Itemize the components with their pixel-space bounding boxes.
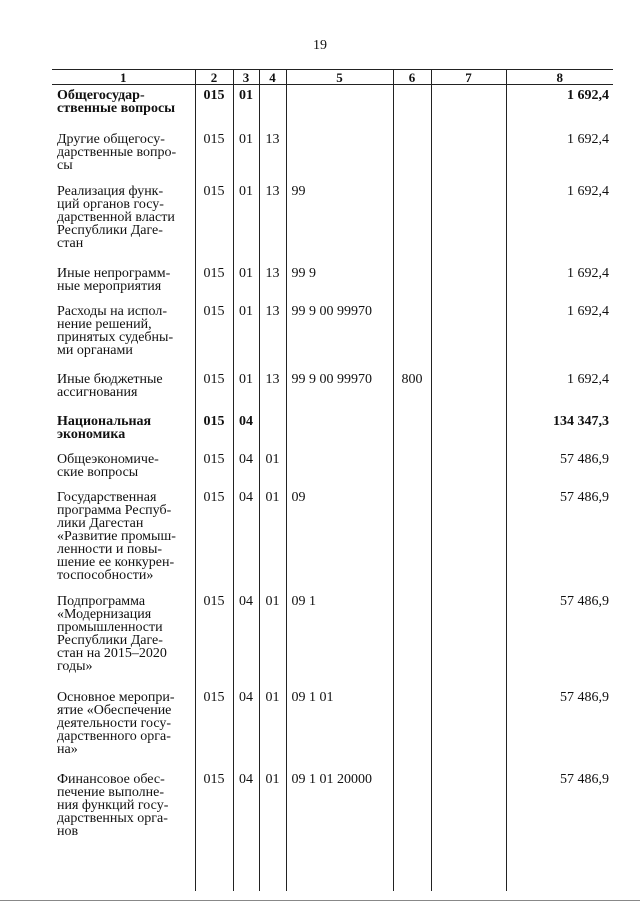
- section-code-cell: 015: [195, 181, 233, 263]
- table-row: [52, 181, 613, 263]
- section-code-cell: 015: [195, 591, 233, 687]
- section-code-cell: 015: [195, 769, 233, 861]
- row-name-cell: Другие общегосу- дарственные вопро- сы: [57, 132, 177, 173]
- chapter-code-cell: 04: [233, 411, 259, 449]
- amount-cell: 57 486,9: [506, 487, 613, 591]
- row-name-cell: Финансовое обес- печение выполне- ния функций госу- дарственных орга- нов: [57, 772, 169, 839]
- column-7-cell: [431, 301, 506, 369]
- row-name-cell: Основное меропри- ятие «Обеспечение деятельности госу- дарственного орга- на»: [57, 690, 175, 757]
- section-code-cell: 015: [195, 301, 233, 369]
- section-code-cell: 015: [195, 263, 233, 301]
- section-code-cell: 015: [195, 687, 233, 769]
- empty-cell: [52, 861, 195, 891]
- target-article-cell: 99 9: [286, 263, 393, 301]
- column-7-cell: [431, 687, 506, 769]
- target-article-cell: [286, 129, 393, 181]
- row-name-cell: Иные непрограмм- ные мероприятия: [57, 266, 171, 294]
- chapter-code-cell: 01: [233, 129, 259, 181]
- page-number: 19: [313, 38, 327, 53]
- section-code-cell: 015: [195, 411, 233, 449]
- amount-cell: 1 692,4: [506, 85, 613, 130]
- subsection-code-cell: 01: [259, 769, 286, 861]
- chapter-code-cell: 01: [233, 263, 259, 301]
- table-row: [52, 687, 613, 769]
- expense-type-cell: [393, 301, 431, 369]
- table-row: [52, 263, 613, 301]
- column-7-cell: [431, 181, 506, 263]
- expense-type-cell: [393, 687, 431, 769]
- expense-type-cell: [393, 129, 431, 181]
- amount-cell: 1 692,4: [506, 301, 613, 369]
- target-article-cell: 99 9 00 99970: [286, 369, 393, 411]
- table-row: [52, 769, 613, 861]
- expense-type-cell: [393, 487, 431, 591]
- expense-type-cell: [393, 263, 431, 301]
- subsection-code-cell: 01: [259, 687, 286, 769]
- chapter-code-cell: 04: [233, 487, 259, 591]
- table-filler-row: [52, 861, 613, 891]
- bottom-rule: [0, 900, 640, 901]
- empty-cell: [506, 861, 613, 891]
- expense-type-cell: [393, 411, 431, 449]
- table-row: [52, 129, 613, 181]
- row-name-cell: Государственная программа Респуб- лики Дагестан «Развитие промыш- ленности и повы- шение ее конкурен- тоспособности»: [57, 490, 176, 583]
- target-article-cell: [286, 411, 393, 449]
- subsection-code-cell: 01: [259, 449, 286, 487]
- empty-cell: [259, 861, 286, 891]
- amount-cell: 1 692,4: [506, 263, 613, 301]
- chapter-code-cell: 04: [233, 687, 259, 769]
- subsection-code-cell: 01: [259, 591, 286, 687]
- table-row: [52, 487, 613, 591]
- expense-type-cell: [393, 769, 431, 861]
- section-code-cell: 015: [195, 487, 233, 591]
- empty-cell: [393, 861, 431, 891]
- table-row: [52, 85, 613, 130]
- column-7-cell: [431, 449, 506, 487]
- section-code-cell: 015: [195, 129, 233, 181]
- chapter-code-cell: 04: [233, 449, 259, 487]
- column-7-cell: [431, 129, 506, 181]
- chapter-code-cell: 01: [233, 85, 259, 130]
- column-header: 4: [259, 70, 286, 85]
- target-article-cell: 09 1: [286, 591, 393, 687]
- amount-cell: 57 486,9: [506, 769, 613, 861]
- column-7-cell: [431, 85, 506, 130]
- amount-cell: 1 692,4: [506, 181, 613, 263]
- empty-cell: [233, 861, 259, 891]
- column-header: 5: [286, 70, 393, 85]
- subsection-code-cell: 13: [259, 369, 286, 411]
- subsection-code-cell: 13: [259, 181, 286, 263]
- table-row: [52, 591, 613, 687]
- expense-type-cell: [393, 181, 431, 263]
- amount-cell: 57 486,9: [506, 449, 613, 487]
- row-name-cell: Подпрограмма «Модернизация промышленности Республики Даге- стан на 2015–2020 годы»: [57, 594, 167, 674]
- subsection-code-cell: 13: [259, 301, 286, 369]
- empty-cell: [286, 861, 393, 891]
- target-article-cell: 09: [286, 487, 393, 591]
- chapter-code-cell: 01: [233, 181, 259, 263]
- expense-type-cell: [393, 85, 431, 130]
- column-7-cell: [431, 411, 506, 449]
- chapter-code-cell: 01: [233, 369, 259, 411]
- budget-table: [52, 69, 613, 891]
- subsection-code-cell: 13: [259, 263, 286, 301]
- empty-cell: [431, 861, 506, 891]
- section-code-cell: 015: [195, 449, 233, 487]
- chapter-code-cell: 01: [233, 301, 259, 369]
- table-row: [52, 411, 613, 449]
- section-code-cell: 015: [195, 85, 233, 130]
- amount-cell: 1 692,4: [506, 129, 613, 181]
- amount-cell: 57 486,9: [506, 591, 613, 687]
- expense-type-cell: [393, 591, 431, 687]
- expense-type-cell: [393, 449, 431, 487]
- subsection-code-cell: [259, 411, 286, 449]
- amount-cell: 57 486,9: [506, 687, 613, 769]
- chapter-code-cell: 04: [233, 591, 259, 687]
- column-7-cell: [431, 487, 506, 591]
- expense-type-cell: 800: [393, 369, 431, 411]
- subsection-code-cell: 01: [259, 487, 286, 591]
- row-name-cell: Общеэкономиче- ские вопросы: [57, 452, 159, 480]
- empty-cell: [195, 861, 233, 891]
- column-header: 1: [52, 70, 195, 85]
- column-header: 2: [195, 70, 233, 85]
- target-article-cell: 09 1 01: [286, 687, 393, 769]
- column-7-cell: [431, 769, 506, 861]
- target-article-cell: [286, 85, 393, 130]
- table-row: [52, 449, 613, 487]
- row-name-cell: Национальная экономика: [57, 414, 152, 442]
- target-article-cell: [286, 449, 393, 487]
- column-header: 6: [393, 70, 431, 85]
- amount-cell: 134 347,3: [506, 411, 613, 449]
- column-header: 3: [233, 70, 259, 85]
- section-code-cell: 015: [195, 369, 233, 411]
- chapter-code-cell: 04: [233, 769, 259, 861]
- amount-cell: 1 692,4: [506, 369, 613, 411]
- subsection-code-cell: 13: [259, 129, 286, 181]
- row-name-cell: Реализация функ- ций органов госу- дарственной власти Республики Даге- стан: [57, 184, 175, 251]
- target-article-cell: 99: [286, 181, 393, 263]
- column-7-cell: [431, 591, 506, 687]
- row-name-cell: Расходы на испол- нение решений, принятых судебны- ми органами: [57, 304, 174, 358]
- table-row: [52, 301, 613, 369]
- column-7-cell: [431, 263, 506, 301]
- table-row: [52, 369, 613, 411]
- subsection-code-cell: [259, 85, 286, 130]
- column-header: 8: [506, 70, 613, 85]
- row-name-cell: Иные бюджетные ассигнования: [57, 372, 163, 400]
- target-article-cell: 99 9 00 99970: [286, 301, 393, 369]
- column-header: 7: [431, 70, 506, 85]
- column-number-row: [52, 70, 613, 85]
- target-article-cell: 09 1 01 20000: [286, 769, 393, 861]
- row-name-cell: Общегосудар- ственные вопросы: [57, 88, 176, 116]
- column-7-cell: [431, 369, 506, 411]
